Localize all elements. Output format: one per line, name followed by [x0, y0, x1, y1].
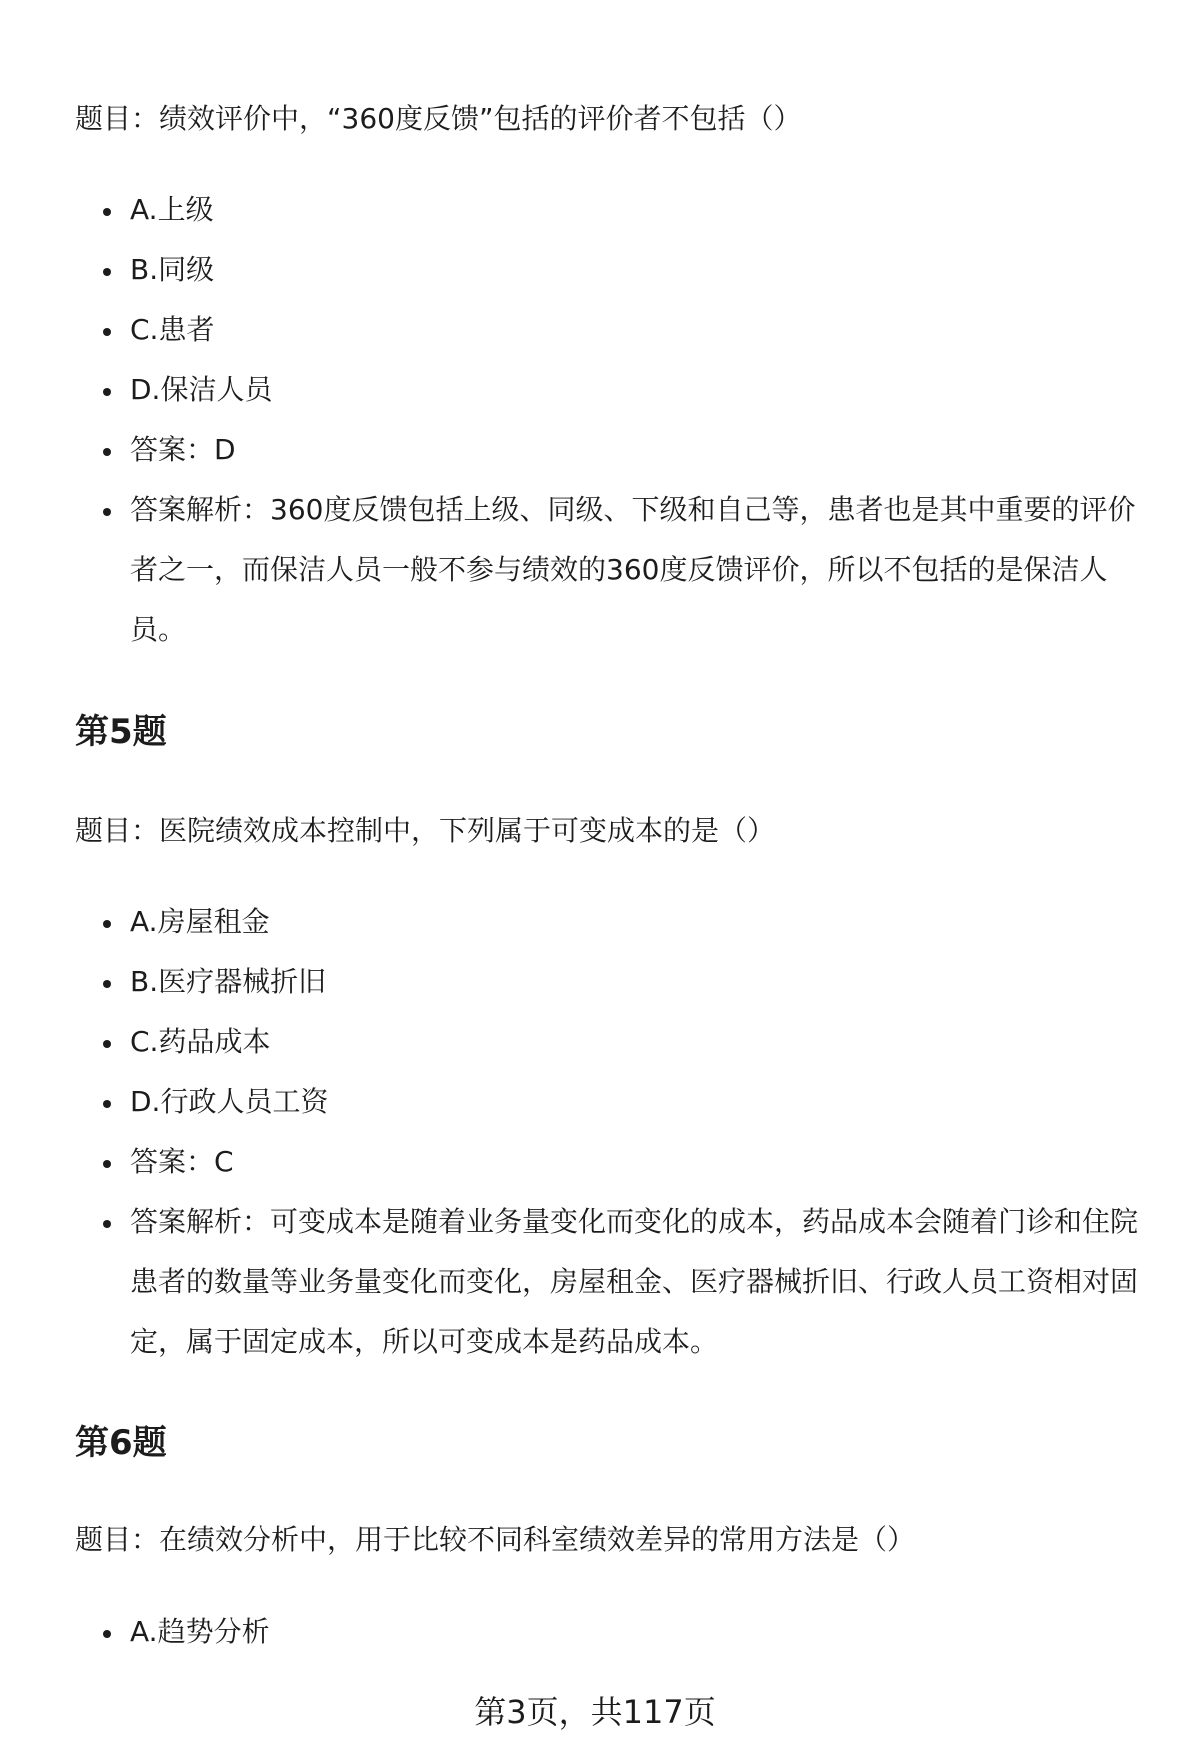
- question-5-option-c: C.药品成本: [103, 1012, 1163, 1072]
- question-5-option-b: B.医疗器械折旧: [103, 952, 1163, 1012]
- question-4-option-d: D.保洁人员: [103, 360, 1163, 420]
- question-5-stem: 题目：医院绩效成本控制中，下列属于可变成本的是（）: [75, 814, 776, 847]
- question-6-option-a: A.趋势分析: [103, 1602, 1163, 1662]
- question-5-options: [103, 892, 1163, 1372]
- question-5-option-d: D.行政人员工资: [103, 1072, 1163, 1132]
- question-4-option-a: A.上级: [103, 180, 1163, 240]
- question-5-analysis: 答案解析：可变成本是随着业务量变化而变化的成本，药品成本会随着门诊和住院患者的数量等业务量变化而变化，房屋租金、医疗器械折旧、行政人员工资相对固定，属于固定成本，所以可变成本是药品成本。: [103, 1192, 1163, 1372]
- question-6-heading: 第6题: [75, 1423, 167, 1463]
- question-4-answer: 答案：D: [103, 420, 1163, 480]
- question-4-option-b: B.同级: [103, 240, 1163, 300]
- question-5-option-a: A.房屋租金: [103, 892, 1163, 952]
- question-4-options: [103, 180, 1163, 660]
- question-6-options: [103, 1602, 1163, 1662]
- question-5-answer: 答案：C: [103, 1132, 1163, 1192]
- question-4-stem: 题目：绩效评价中，“360度反馈”包括的评价者不包括（）: [75, 102, 802, 135]
- question-5-heading: 第5题: [75, 712, 167, 752]
- page-number: 第3页，共117页: [474, 1693, 716, 1731]
- question-6-stem: 题目：在绩效分析中，用于比较不同科室绩效差异的常用方法是（）: [75, 1523, 916, 1556]
- question-4-option-c: C.患者: [103, 300, 1163, 360]
- question-4-analysis: 答案解析：360度反馈包括上级、同级、下级和自己等，患者也是其中重要的评价者之一，而保洁人员一般不参与绩效的360度反馈评价，所以不包括的是保洁人员。: [103, 480, 1163, 660]
